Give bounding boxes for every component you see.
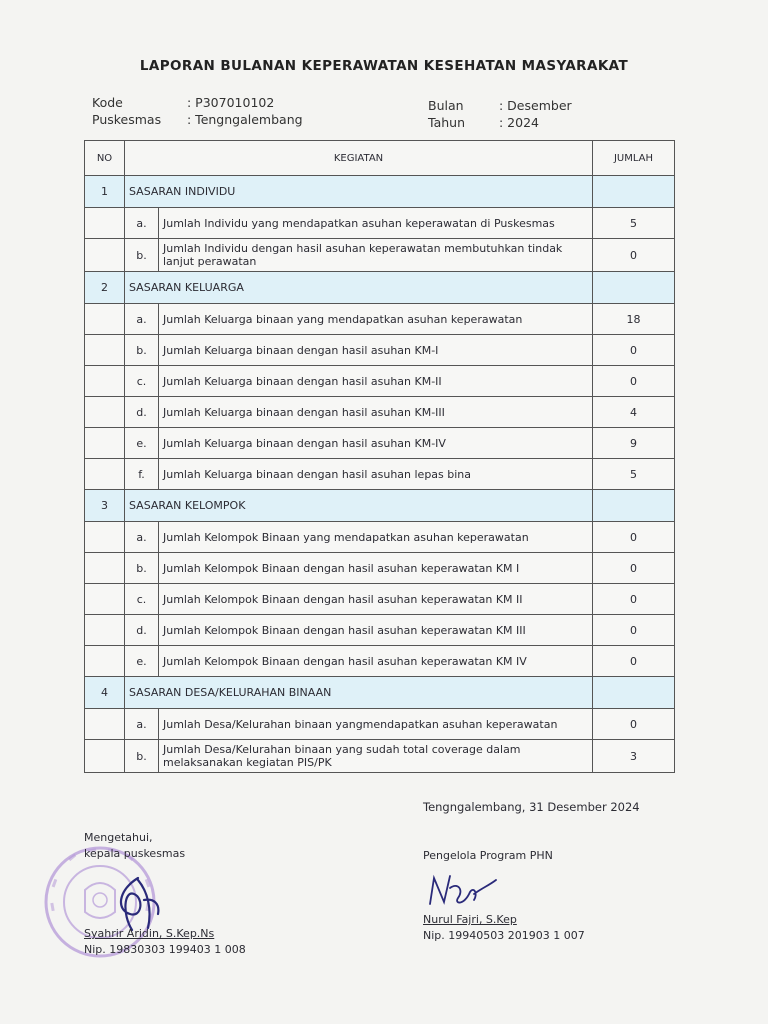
item-text: Jumlah Kelompok Binaan yang mendapatkan asuhan keperawatan xyxy=(159,522,593,553)
section-title: SASARAN KELUARGA xyxy=(125,272,593,304)
col-no-header: NO xyxy=(85,141,125,176)
tahun-value: : 2024 xyxy=(499,115,539,130)
item-value: 5 xyxy=(593,459,675,490)
table-header-row xyxy=(85,141,675,176)
table-row xyxy=(85,304,675,335)
bulan-value: : Desember xyxy=(499,98,572,113)
item-letter: e. xyxy=(125,428,159,459)
puskesmas-label: Puskesmas xyxy=(92,112,162,127)
item-text: Jumlah Keluarga binaan dengan hasil asuhan KM-II xyxy=(159,366,593,397)
item-value: 0 xyxy=(593,709,675,740)
item-letter: f. xyxy=(125,459,159,490)
col-jumlah-header: JUMLAH xyxy=(593,141,675,176)
item-value: 0 xyxy=(593,584,675,615)
head-title: kepala puskesmas xyxy=(84,847,186,860)
item-value: 0 xyxy=(593,239,675,272)
item-value: 3 xyxy=(593,740,675,773)
table-row xyxy=(85,553,675,584)
section-number: 1 xyxy=(85,176,125,208)
signature-right-block xyxy=(423,848,585,944)
manager-nip: Nip. 19940503 201903 1 007 xyxy=(423,929,585,942)
item-value: 0 xyxy=(593,615,675,646)
item-letter: a. xyxy=(125,304,159,335)
kode-label: Kode xyxy=(92,95,123,110)
section-row xyxy=(85,176,675,208)
item-letter: b. xyxy=(125,335,159,366)
item-value: 0 xyxy=(593,335,675,366)
head-nip: Nip. 19830303 199403 1 008 xyxy=(84,943,246,956)
section-row xyxy=(85,677,675,709)
table-row xyxy=(85,335,675,366)
item-value: 0 xyxy=(593,366,675,397)
place-date: Tengngalembang, 31 Desember 2024 xyxy=(423,800,640,814)
item-value: 5 xyxy=(593,208,675,239)
item-text: Jumlah Keluarga binaan dengan hasil asuhan KM-III xyxy=(159,397,593,428)
section-title: SASARAN INDIVIDU xyxy=(125,176,593,208)
table-row xyxy=(85,615,675,646)
item-value: 0 xyxy=(593,522,675,553)
section-row xyxy=(85,490,675,522)
item-letter: d. xyxy=(125,615,159,646)
item-letter: e. xyxy=(125,646,159,677)
bulan-label: Bulan xyxy=(428,98,464,113)
item-value: 4 xyxy=(593,397,675,428)
item-text: Jumlah Keluarga binaan dengan hasil asuhan KM-IV xyxy=(159,428,593,459)
table-row xyxy=(85,239,675,272)
report-title: LAPORAN BULANAN KEPERAWATAN KESEHATAN MASYARAKAT xyxy=(139,58,629,74)
section-value-cell xyxy=(593,490,675,522)
manager-name: Nurul Fajri, S.Kep xyxy=(423,913,517,926)
item-letter: b. xyxy=(125,553,159,584)
table-row xyxy=(85,208,675,239)
item-letter: a. xyxy=(125,522,159,553)
item-text: Jumlah Desa/Kelurahan binaan yangmendapatkan asuhan keperawatan xyxy=(159,709,593,740)
table-row xyxy=(85,709,675,740)
table-row xyxy=(85,740,675,773)
item-text: Jumlah Kelompok Binaan dengan hasil asuhan keperawatan KM III xyxy=(159,615,593,646)
section-value-cell xyxy=(593,272,675,304)
item-text: Jumlah Keluarga binaan yang mendapatkan asuhan keperawatan xyxy=(159,304,593,335)
item-text: Jumlah Desa/Kelurahan binaan yang sudah total coverage dalam melaksanakan kegiatan PIS/PK xyxy=(159,740,593,773)
item-letter: b. xyxy=(125,239,159,272)
kode-value: : P307010102 xyxy=(187,95,275,110)
col-kegiatan-header: KEGIATAN xyxy=(125,141,593,176)
item-letter: c. xyxy=(125,366,159,397)
signature-left-block xyxy=(84,830,246,958)
item-text: Jumlah Kelompok Binaan dengan hasil asuhan keperawatan KM IV xyxy=(159,646,593,677)
section-title: SASARAN DESA/KELURAHAN BINAAN xyxy=(125,677,593,709)
section-title: SASARAN KELOMPOK xyxy=(125,490,593,522)
report-table xyxy=(84,140,675,773)
item-letter: a. xyxy=(125,208,159,239)
item-letter: a. xyxy=(125,709,159,740)
header-left xyxy=(92,94,303,128)
head-name: Syahrir Aridin, S.Kep.Ns xyxy=(84,927,215,940)
section-number: 2 xyxy=(85,272,125,304)
table-row xyxy=(85,366,675,397)
section-row xyxy=(85,272,675,304)
section-value-cell xyxy=(593,176,675,208)
item-value: 0 xyxy=(593,553,675,584)
item-text: Jumlah Kelompok Binaan dengan hasil asuhan keperawatan KM I xyxy=(159,553,593,584)
table-row xyxy=(85,584,675,615)
item-letter: b. xyxy=(125,740,159,773)
item-value: 9 xyxy=(593,428,675,459)
acknowledged-label: Mengetahui, xyxy=(84,831,153,844)
item-value: 18 xyxy=(593,304,675,335)
tahun-label: Tahun xyxy=(428,115,465,130)
table-row xyxy=(85,459,675,490)
item-value: 0 xyxy=(593,646,675,677)
item-text: Jumlah Individu dengan hasil asuhan keperawatan membutuhkan tindak lanjut perawatan xyxy=(159,239,593,272)
item-letter: c. xyxy=(125,584,159,615)
item-text: Jumlah Kelompok Binaan dengan hasil asuhan keperawatan KM II xyxy=(159,584,593,615)
table-row xyxy=(85,646,675,677)
item-letter: d. xyxy=(125,397,159,428)
item-text: Jumlah Keluarga binaan dengan hasil asuhan KM-I xyxy=(159,335,593,366)
puskesmas-value: : Tengngalembang xyxy=(187,112,303,127)
table-row xyxy=(85,397,675,428)
header-right xyxy=(428,97,572,131)
table-row xyxy=(85,428,675,459)
program-role: Pengelola Program PHN xyxy=(423,849,553,862)
section-number: 3 xyxy=(85,490,125,522)
item-text: Jumlah Keluarga binaan dengan hasil asuhan lepas bina xyxy=(159,459,593,490)
section-value-cell xyxy=(593,677,675,709)
section-number: 4 xyxy=(85,677,125,709)
table-row xyxy=(85,522,675,553)
item-text: Jumlah Individu yang mendapatkan asuhan keperawatan di Puskesmas xyxy=(159,208,593,239)
